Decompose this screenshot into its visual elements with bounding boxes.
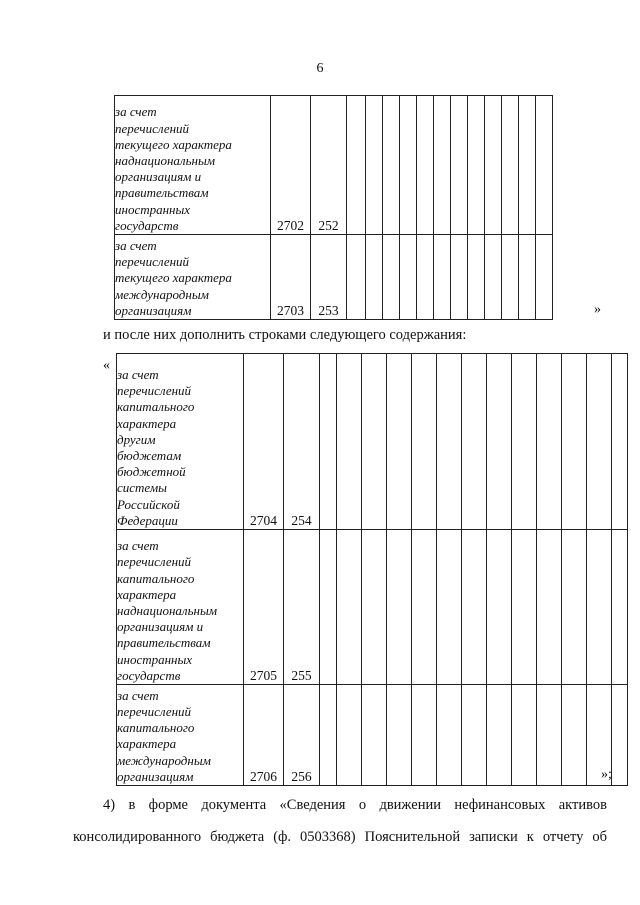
empty-cell [451, 96, 468, 235]
empty-cell [347, 235, 366, 320]
empty-cell [362, 354, 387, 530]
empty-cell [387, 530, 412, 685]
empty-cell [462, 530, 487, 685]
row-line: 252 [311, 96, 347, 235]
word: нефинансовых [454, 797, 546, 813]
row-code: 2704 [244, 354, 284, 530]
word: Пояснительной [364, 829, 461, 845]
closing-quote: »; [601, 767, 612, 782]
empty-cell [485, 96, 502, 235]
table-row [117, 530, 628, 685]
row-code: 2703 [271, 235, 311, 320]
empty-cell [366, 235, 383, 320]
empty-cell [468, 235, 485, 320]
empty-cell [537, 685, 562, 786]
empty-cell [451, 235, 468, 320]
table-row [115, 96, 553, 235]
row-line: 255 [284, 530, 320, 685]
empty-cell [519, 235, 536, 320]
empty-cell [462, 354, 487, 530]
empty-cell [362, 530, 387, 685]
empty-cell [468, 96, 485, 235]
page-number: 6 [316, 61, 324, 76]
empty-cell [383, 235, 400, 320]
row-line: 256 [284, 685, 320, 786]
empty-cell [612, 354, 628, 530]
empty-cell [387, 685, 412, 786]
empty-cell [383, 96, 400, 235]
empty-cell [562, 354, 587, 530]
closing-quote: » [594, 302, 601, 317]
empty-cell [537, 530, 562, 685]
word: к [526, 829, 534, 845]
table-capital-transfers [116, 353, 628, 786]
table-row [117, 354, 628, 530]
empty-cell [536, 235, 553, 320]
row-label: за счет перечислений текущего характера наднациональным организациям и правительствам иностранных государств [115, 96, 271, 235]
empty-cell [437, 354, 462, 530]
empty-cell [485, 235, 502, 320]
empty-cell [417, 235, 434, 320]
empty-cell [387, 354, 412, 530]
empty-cell [412, 685, 437, 786]
paragraph-line-1 [73, 797, 607, 814]
empty-cell [320, 530, 337, 685]
word: (ф. [273, 829, 292, 845]
word: об [592, 829, 607, 845]
empty-cell [587, 530, 612, 685]
row-label: за счет перечислений капитального характера международным организациям [117, 685, 244, 786]
paragraph-line-2 [73, 829, 607, 846]
empty-cell [587, 354, 612, 530]
word: «Сведения [279, 797, 346, 813]
word: движении [379, 797, 441, 813]
row-code: 2705 [244, 530, 284, 685]
word: о [358, 797, 367, 813]
word: активов [558, 797, 607, 813]
empty-cell [412, 354, 437, 530]
empty-cell [366, 96, 383, 235]
empty-cell [400, 96, 417, 235]
empty-cell [512, 685, 537, 786]
word: форме [148, 797, 188, 813]
table-row [115, 235, 553, 320]
word: 4) [103, 797, 116, 813]
empty-cell [337, 530, 362, 685]
row-label: за счет перечислений капитального характера наднациональным организациям и правительствам иностранных государств [117, 530, 244, 685]
row-code: 2702 [271, 96, 311, 235]
empty-cell [612, 685, 628, 786]
empty-cell [612, 530, 628, 685]
empty-cell [437, 685, 462, 786]
opening-quote: « [103, 358, 110, 373]
empty-cell [462, 685, 487, 786]
intro-text: и после них дополнить строками следующего содержания: [103, 327, 467, 343]
empty-cell [512, 354, 537, 530]
word: консолидированного [73, 829, 202, 845]
empty-cell [512, 530, 537, 685]
word: бюджета [210, 829, 265, 845]
empty-cell [434, 235, 451, 320]
empty-cell [400, 235, 417, 320]
word: в [128, 797, 136, 813]
empty-cell [487, 354, 512, 530]
empty-cell [434, 96, 451, 235]
empty-cell [536, 96, 553, 235]
empty-cell [417, 96, 434, 235]
empty-cell [320, 685, 337, 786]
empty-cell [562, 530, 587, 685]
empty-cell [502, 235, 519, 320]
empty-cell [320, 354, 337, 530]
empty-cell [502, 96, 519, 235]
empty-cell [337, 685, 362, 786]
word: документа [201, 797, 267, 813]
row-label: за счет перечислений текущего характера международным организациям [115, 235, 271, 320]
word: 0503368) [300, 829, 356, 845]
empty-cell [362, 685, 387, 786]
empty-cell [347, 96, 366, 235]
row-line: 254 [284, 354, 320, 530]
row-label: за счет перечислений капитального характера другим бюджетам бюджетной системы Российской Федерации [117, 354, 244, 530]
empty-cell [412, 530, 437, 685]
empty-cell [337, 354, 362, 530]
empty-cell [437, 530, 462, 685]
word: записки [469, 829, 518, 845]
empty-cell [537, 354, 562, 530]
empty-cell [487, 530, 512, 685]
empty-cell [562, 685, 587, 786]
table-row [117, 685, 628, 786]
word: отчету [542, 829, 584, 845]
row-line: 253 [311, 235, 347, 320]
table-current-transfers [114, 95, 553, 320]
row-code: 2706 [244, 685, 284, 786]
empty-cell [519, 96, 536, 235]
empty-cell [487, 685, 512, 786]
